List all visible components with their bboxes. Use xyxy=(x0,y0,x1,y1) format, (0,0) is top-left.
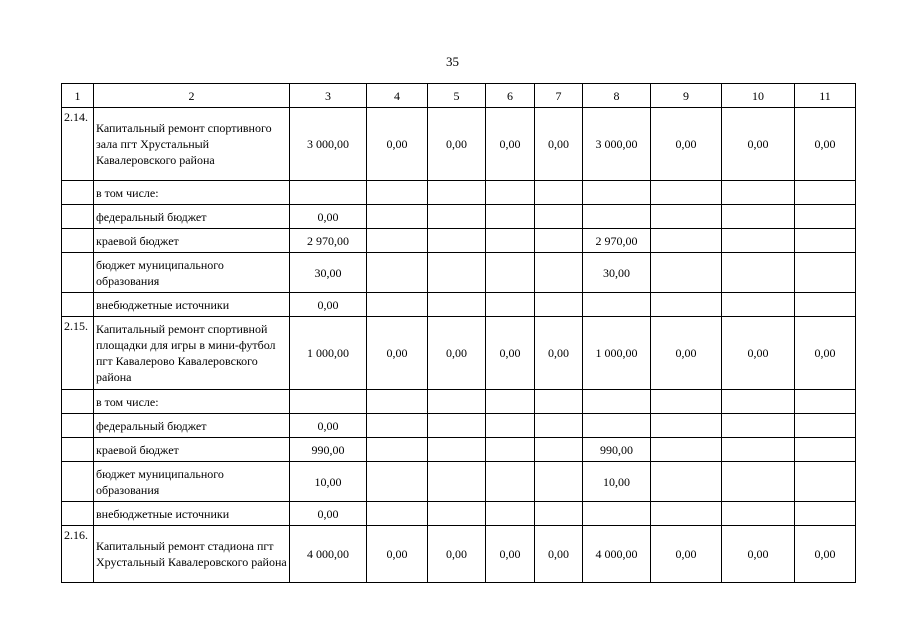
header-cell: 10 xyxy=(722,84,795,108)
value-cell xyxy=(795,462,856,502)
value-cell xyxy=(367,205,428,229)
row-name: Капитальный ремонт спортивного зала пгт Хрустальный Кавалеровского района xyxy=(94,108,290,181)
row-name: федеральный бюджет xyxy=(94,205,290,229)
value-cell xyxy=(651,229,722,253)
row-name: краевой бюджет xyxy=(94,438,290,462)
value-cell xyxy=(367,502,428,526)
value-cell xyxy=(795,229,856,253)
value-cell: 0,00 xyxy=(486,526,535,583)
row-name: федеральный бюджет xyxy=(94,414,290,438)
value-cell: 0,00 xyxy=(795,108,856,181)
value-cell xyxy=(722,502,795,526)
value-cell: 3 000,00 xyxy=(290,108,367,181)
value-cell: 0,00 xyxy=(535,317,583,390)
table-row xyxy=(62,526,856,583)
header-cell: 3 xyxy=(290,84,367,108)
value-cell: 0,00 xyxy=(486,108,535,181)
value-cell xyxy=(486,181,535,205)
value-cell xyxy=(651,438,722,462)
value-cell: 0,00 xyxy=(367,526,428,583)
table-row xyxy=(62,293,856,317)
row-number xyxy=(62,293,94,317)
row-name: бюджет муниципального образования xyxy=(94,253,290,293)
header-cell: 5 xyxy=(428,84,486,108)
value-cell xyxy=(535,390,583,414)
header-cell: 1 xyxy=(62,84,94,108)
value-cell xyxy=(486,253,535,293)
value-cell xyxy=(486,438,535,462)
row-name: Капитальный ремонт стадиона пгт Хрустальный Кавалеровского района xyxy=(94,526,290,583)
value-cell xyxy=(486,414,535,438)
value-cell: 0,00 xyxy=(290,293,367,317)
value-cell xyxy=(428,205,486,229)
value-cell xyxy=(290,390,367,414)
value-cell: 0,00 xyxy=(795,317,856,390)
value-cell: 0,00 xyxy=(290,502,367,526)
value-cell: 1 000,00 xyxy=(290,317,367,390)
row-number: 2.15. xyxy=(62,317,94,390)
value-cell: 990,00 xyxy=(583,438,651,462)
value-cell xyxy=(651,414,722,438)
value-cell: 0,00 xyxy=(290,205,367,229)
value-cell: 0,00 xyxy=(651,526,722,583)
value-cell xyxy=(651,502,722,526)
value-cell xyxy=(535,462,583,502)
table-row xyxy=(62,414,856,438)
row-name: внебюджетные источники xyxy=(94,293,290,317)
value-cell: 0,00 xyxy=(486,317,535,390)
value-cell: 0,00 xyxy=(367,317,428,390)
value-cell xyxy=(583,293,651,317)
header-cell: 4 xyxy=(367,84,428,108)
value-cell xyxy=(535,502,583,526)
value-cell: 3 000,00 xyxy=(583,108,651,181)
value-cell xyxy=(722,438,795,462)
value-cell xyxy=(428,293,486,317)
row-name: бюджет муниципального образования xyxy=(94,462,290,502)
value-cell xyxy=(722,181,795,205)
value-cell xyxy=(428,181,486,205)
value-cell: 30,00 xyxy=(290,253,367,293)
value-cell xyxy=(486,229,535,253)
row-name: краевой бюджет xyxy=(94,229,290,253)
value-cell xyxy=(535,438,583,462)
value-cell: 4 000,00 xyxy=(290,526,367,583)
table-row xyxy=(62,253,856,293)
row-name: Капитальный ремонт спортивной площадки для игры в мини-футбол пгт Кавалерово Кавалеровского района xyxy=(94,317,290,390)
value-cell: 2 970,00 xyxy=(583,229,651,253)
value-cell xyxy=(535,414,583,438)
table-row xyxy=(62,462,856,502)
header-cell: 6 xyxy=(486,84,535,108)
value-cell xyxy=(651,205,722,229)
value-cell xyxy=(428,462,486,502)
budget-table xyxy=(61,83,856,583)
value-cell xyxy=(795,181,856,205)
value-cell xyxy=(367,181,428,205)
value-cell xyxy=(651,462,722,502)
value-cell xyxy=(795,502,856,526)
value-cell xyxy=(583,414,651,438)
value-cell: 0,00 xyxy=(795,526,856,583)
value-cell xyxy=(583,205,651,229)
value-cell: 0,00 xyxy=(651,108,722,181)
value-cell xyxy=(651,293,722,317)
value-cell xyxy=(722,253,795,293)
table-row xyxy=(62,205,856,229)
value-cell xyxy=(583,181,651,205)
table-row xyxy=(62,317,856,390)
value-cell xyxy=(428,253,486,293)
value-cell xyxy=(722,462,795,502)
row-number xyxy=(62,181,94,205)
value-cell xyxy=(795,390,856,414)
value-cell xyxy=(367,390,428,414)
value-cell: 4 000,00 xyxy=(583,526,651,583)
table-row xyxy=(62,390,856,414)
value-cell xyxy=(428,390,486,414)
value-cell xyxy=(795,205,856,229)
value-cell xyxy=(722,205,795,229)
header-cell: 2 xyxy=(94,84,290,108)
value-cell: 0,00 xyxy=(722,526,795,583)
value-cell xyxy=(722,390,795,414)
value-cell xyxy=(651,181,722,205)
table-row xyxy=(62,108,856,181)
value-cell xyxy=(486,390,535,414)
table-row xyxy=(62,502,856,526)
page-number: 35 xyxy=(446,54,459,69)
header-row xyxy=(62,84,856,108)
value-cell: 990,00 xyxy=(290,438,367,462)
table-row xyxy=(62,438,856,462)
value-cell xyxy=(722,293,795,317)
value-cell: 0,00 xyxy=(428,317,486,390)
row-number xyxy=(62,414,94,438)
value-cell: 0,00 xyxy=(428,526,486,583)
value-cell xyxy=(486,502,535,526)
value-cell xyxy=(486,462,535,502)
value-cell xyxy=(535,293,583,317)
value-cell: 0,00 xyxy=(535,108,583,181)
header-cell: 11 xyxy=(795,84,856,108)
table-row xyxy=(62,229,856,253)
value-cell: 2 970,00 xyxy=(290,229,367,253)
value-cell: 0,00 xyxy=(722,317,795,390)
row-number xyxy=(62,205,94,229)
value-cell xyxy=(795,293,856,317)
value-cell xyxy=(428,229,486,253)
value-cell xyxy=(428,502,486,526)
value-cell xyxy=(795,253,856,293)
value-cell xyxy=(535,205,583,229)
row-number xyxy=(62,438,94,462)
row-name: в том числе: xyxy=(94,181,290,205)
value-cell xyxy=(367,414,428,438)
value-cell xyxy=(535,181,583,205)
value-cell: 1 000,00 xyxy=(583,317,651,390)
value-cell: 0,00 xyxy=(722,108,795,181)
value-cell xyxy=(367,438,428,462)
row-number xyxy=(62,502,94,526)
row-number: 2.14. xyxy=(62,108,94,181)
value-cell xyxy=(290,181,367,205)
table-row xyxy=(62,181,856,205)
value-cell xyxy=(428,438,486,462)
value-cell: 10,00 xyxy=(290,462,367,502)
value-cell xyxy=(486,205,535,229)
value-cell xyxy=(428,414,486,438)
value-cell: 10,00 xyxy=(583,462,651,502)
value-cell xyxy=(367,229,428,253)
value-cell xyxy=(583,390,651,414)
value-cell: 0,00 xyxy=(651,317,722,390)
row-number: 2.16. xyxy=(62,526,94,583)
value-cell: 0,00 xyxy=(535,526,583,583)
value-cell xyxy=(367,462,428,502)
row-name: внебюджетные источники xyxy=(94,502,290,526)
value-cell xyxy=(651,390,722,414)
value-cell: 0,00 xyxy=(428,108,486,181)
value-cell xyxy=(722,229,795,253)
row-number xyxy=(62,253,94,293)
header-cell: 9 xyxy=(651,84,722,108)
value-cell xyxy=(367,293,428,317)
value-cell xyxy=(367,253,428,293)
value-cell xyxy=(722,414,795,438)
row-number xyxy=(62,390,94,414)
value-cell xyxy=(795,414,856,438)
value-cell xyxy=(583,502,651,526)
header-cell: 8 xyxy=(583,84,651,108)
value-cell xyxy=(795,438,856,462)
value-cell xyxy=(651,253,722,293)
row-number xyxy=(62,229,94,253)
value-cell: 0,00 xyxy=(367,108,428,181)
value-cell: 0,00 xyxy=(290,414,367,438)
row-number xyxy=(62,462,94,502)
value-cell xyxy=(535,253,583,293)
header-cell: 7 xyxy=(535,84,583,108)
value-cell: 30,00 xyxy=(583,253,651,293)
row-name: в том числе: xyxy=(94,390,290,414)
value-cell xyxy=(535,229,583,253)
value-cell xyxy=(486,293,535,317)
